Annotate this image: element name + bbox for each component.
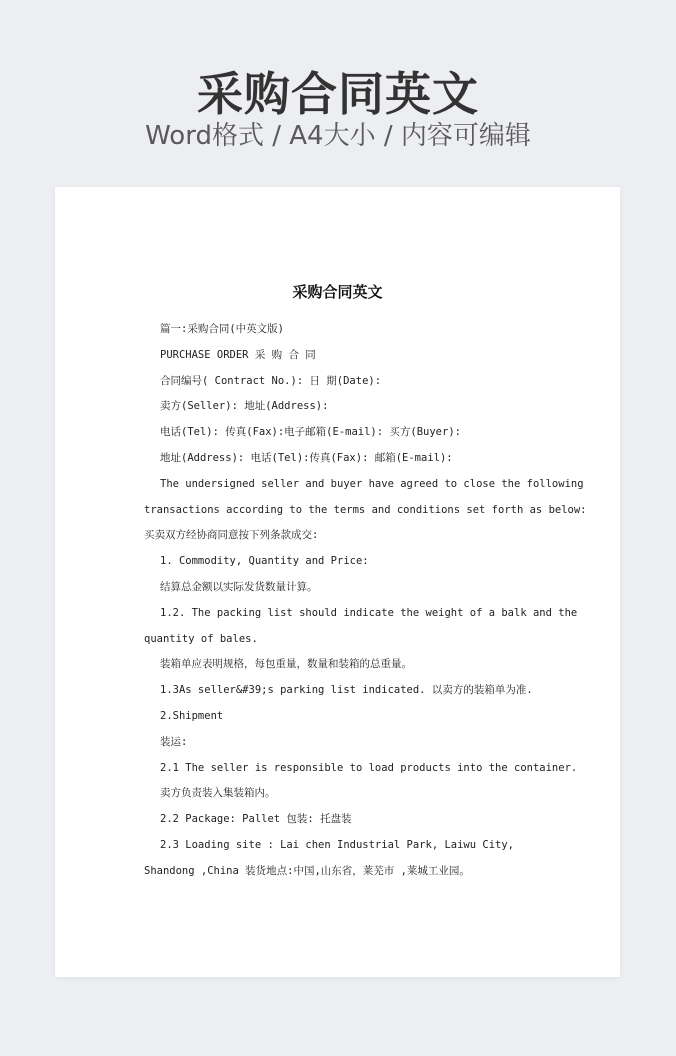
document-line: 地址(Address): 电话(Tel):传真(Fax): 邮箱(E-mail): bbox=[160, 451, 453, 464]
document-line: 2.2 Package: Pallet 包装: 托盘装 bbox=[160, 813, 352, 826]
document-line: 买卖双方经协商同意按下列条款成交: bbox=[144, 529, 319, 542]
document-line: Shandong ,China 装货地点:中国,山东省，莱芜市 ,莱城工业园。 bbox=[144, 864, 470, 877]
document-page bbox=[55, 187, 620, 977]
document-line: transactions according to the terms and conditions set forth as below: bbox=[144, 503, 587, 516]
document-line: 装运: bbox=[160, 735, 188, 748]
document-line: 装箱单应表明规格，每包重量，数量和装箱的总重量。 bbox=[160, 658, 412, 671]
document-body bbox=[144, 317, 587, 885]
document-line: 2.Shipment bbox=[160, 709, 224, 722]
document-line: 2.3 Loading site : Lai chen Industrial Park, Laiwu City, bbox=[160, 838, 515, 851]
header-subtitle: Word格式 / A4大小 / 内容可编辑 bbox=[145, 121, 531, 151]
document-line: 卖方负责装入集装箱内。 bbox=[160, 787, 276, 800]
document-title: 采购合同英文 bbox=[292, 283, 383, 301]
document-line: quantity of bales. bbox=[144, 632, 258, 645]
document-line: 结算总金额以实际发货数量计算。 bbox=[160, 580, 318, 593]
document-line: 电话(Tel): 传真(Fax):电子邮箱(E-mail): 买方(Buyer): bbox=[160, 426, 461, 439]
header-title: 采购合同英文 bbox=[197, 67, 479, 121]
document-line: 1. Commodity, Quantity and Price: bbox=[160, 555, 369, 568]
document-line: 卖方(Seller): 地址(Address): bbox=[160, 400, 329, 413]
document-line: PURCHASE ORDER 采 购 合 同 bbox=[160, 348, 316, 361]
document-line: 2.1 The seller is responsible to load products into the container. bbox=[160, 761, 578, 774]
document-line: 篇一:采购合同(中英文版) bbox=[160, 323, 284, 335]
document-line: 1.2. The packing list should indicate the weight of a balk and the bbox=[160, 606, 578, 619]
document-line: The undersigned seller and buyer have agreed to close the following bbox=[160, 477, 584, 490]
document-line: 合同编号( Contract No.): 日 期(Date): bbox=[160, 374, 382, 387]
document-line: 1.3As seller&#39;s parking list indicated. 以卖方的装箱单为准. bbox=[160, 684, 533, 697]
